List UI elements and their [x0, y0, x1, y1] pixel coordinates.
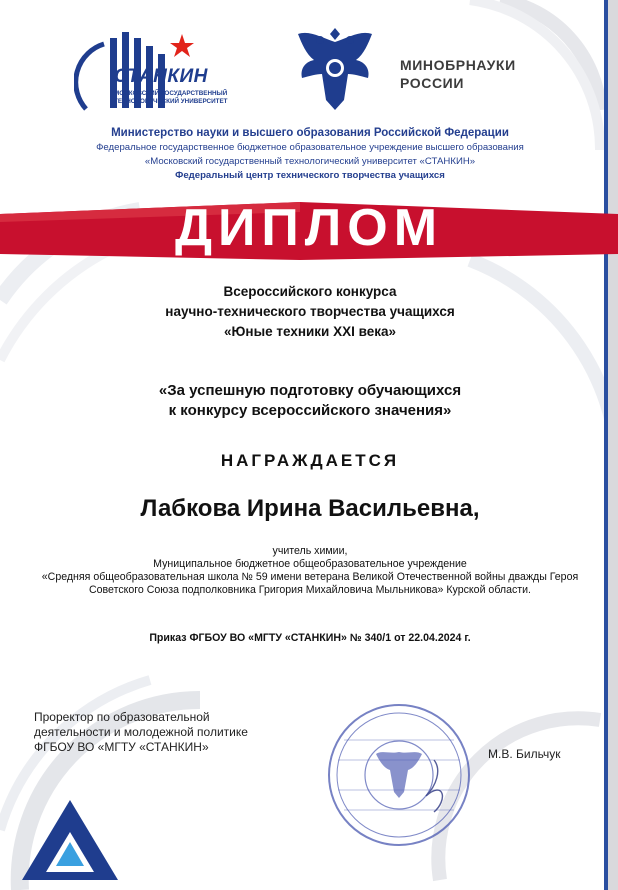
signatory-role — [34, 710, 294, 755]
recipient-name: Лабкова Ирина Васильевна, — [140, 495, 480, 522]
recipient-position: учитель химии, — [272, 545, 348, 557]
right-edge-band — [608, 0, 618, 890]
motto-block — [40, 381, 580, 421]
contest-line-1: Всероссийского конкурса — [223, 284, 397, 299]
ministry-short-name: МИНОБРНАУКИ РОССИИ — [400, 57, 516, 91]
recipient-details — [20, 545, 600, 597]
organization-name-1: «Средняя общеобразовательная школа № 59 имени ветерана Великой Отечественной войны дважды Героя — [41, 571, 579, 583]
organization-type: Муниципальное бюджетное общеобразовательное учреждение — [153, 558, 467, 570]
signatory-role-line-2: деятельности и молодежной политике — [34, 725, 248, 739]
contest-block — [40, 282, 580, 342]
contest-line-2: научно-технического творчества учащихся — [165, 304, 455, 319]
motto-line-2: к конкурсу всероссийского значения» — [168, 402, 452, 419]
motto-line-1: «За успешную подготовку обучающихся — [158, 382, 462, 399]
institution-type-line: Федеральное государственное бюджетное образовательное учреждение высшего образования — [96, 142, 524, 153]
official-stamp-icon — [324, 700, 474, 850]
organization-name-2: Советского Союза подполковника Григория Михайловича Мыльникова» Курской области. — [89, 584, 531, 596]
stankin-subtitle: МОСКОВСКИЙ ГОСУДАРСТВЕННЫЙ ТЕХНОЛОГИЧЕСКИЙ УНИВЕРСИТЕТ — [114, 90, 228, 105]
header-block — [40, 125, 580, 183]
double-headed-eagle-emblem-icon — [292, 20, 378, 116]
center-name-line: Федеральный центр технического творчества учащихся — [175, 170, 445, 181]
awarded-label: НАГРАЖДАЕТСЯ — [220, 451, 400, 470]
signatory-name: М.В. Бильчук — [488, 747, 561, 761]
university-name-line: «Московский государственный технологический университет «СТАНКИН» — [144, 156, 476, 167]
contest-line-3: «Юные техники XXI века» — [224, 324, 396, 339]
signatory-role-line-3: ФГБОУ ВО «МГТУ «СТАНКИН» — [34, 740, 209, 754]
diploma-title: ДИПЛОМ — [174, 199, 444, 257]
signatory-role-line-1: Проректор по образовательной — [34, 710, 210, 724]
stankin-wordmark: СТАНКИН — [114, 66, 208, 87]
order-reference: Приказ ФГБОУ ВО «МГТУ «СТАНКИН» № 340/1 от 22.04.2024 г. — [149, 632, 471, 644]
ministry-line: Министерство науки и высшего образования Российской Федерации — [111, 127, 509, 139]
